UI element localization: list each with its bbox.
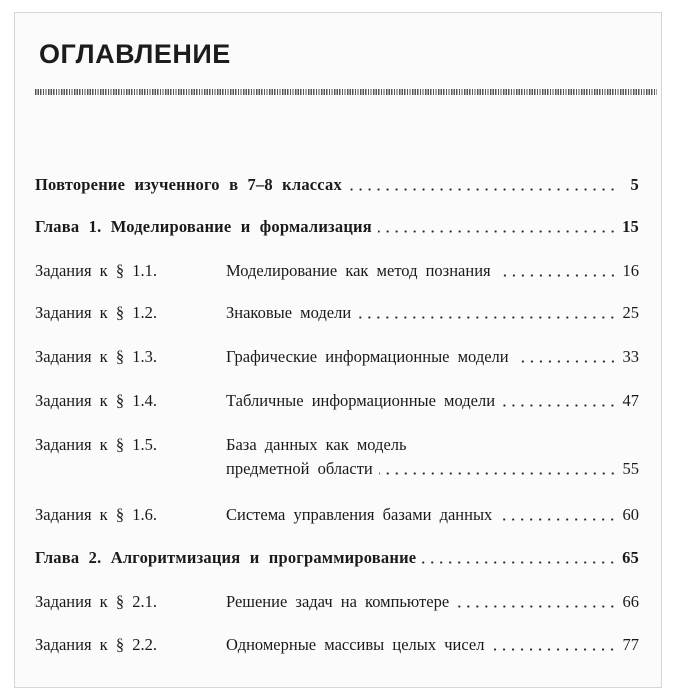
page-title: ОГЛАВЛЕНИЕ	[39, 39, 231, 69]
toc-entry-1-2	[35, 301, 639, 325]
toc-entry-1-3	[35, 345, 639, 369]
toc-entry-prefix: Задания к § 2.2.	[35, 635, 157, 654]
dot-leader	[515, 360, 617, 363]
toc-entry-title: Глава 1. Моделирование и формализация	[35, 217, 372, 236]
dot-leader	[357, 316, 617, 319]
toc-entry-prefix: Задания к § 1.5.	[35, 435, 157, 454]
dot-leader	[422, 561, 617, 564]
toc-entry-title: Табличные информационные модели	[226, 391, 496, 410]
toc-page-number: 33	[622, 347, 639, 366]
toc-entry-chapter-2	[35, 546, 639, 570]
toc-page-number: 65	[622, 548, 639, 567]
toc-entry-title: Повторение изученного в 7–8 классах	[35, 175, 342, 194]
toc-page-number: 55	[622, 459, 639, 478]
toc-entry-prefix: Задания к § 1.4.	[35, 391, 157, 410]
toc-entry-prefix: Задания к § 1.1.	[35, 261, 157, 280]
toc-entry-1-4	[35, 389, 639, 413]
toc-entry-prefix: Задания к § 1.2.	[35, 303, 157, 322]
toc-entry-1-6	[35, 503, 639, 527]
toc-entry-2-1	[35, 590, 639, 614]
dot-leader	[455, 605, 617, 608]
toc-entry-1-5	[35, 433, 639, 481]
toc-entry-2-2	[35, 633, 639, 657]
toc-entry-title: Глава 2. Алгоритмизация и программирование	[35, 548, 417, 567]
toc-page-number: 15	[622, 217, 639, 236]
toc-entry-prefix: Задания к § 1.6.	[35, 505, 157, 524]
toc-page-number: 5	[630, 175, 639, 194]
toc-page-number: 66	[622, 592, 639, 611]
toc-entry-title: Одномерные массивы целых чисел	[226, 635, 485, 654]
title-rule	[35, 89, 657, 95]
book-page	[14, 12, 662, 688]
toc-entry-title: База данных как модель	[226, 435, 407, 454]
toc-entry-title: Решение задач на компьютере	[226, 592, 450, 611]
toc-page-number: 25	[622, 303, 639, 322]
toc-page-number: 47	[622, 391, 639, 410]
dot-leader	[498, 518, 617, 521]
toc-entry-1-1	[35, 259, 639, 283]
toc-entry-title-continued: предметной области	[226, 459, 373, 478]
dot-leader	[379, 472, 617, 475]
toc-entry-prefix: Задания к § 1.3.	[35, 347, 157, 366]
toc-entry-title: Знаковые модели	[226, 303, 352, 322]
toc-entry-title: Графические информационные модели	[226, 347, 509, 366]
toc-page-number: 60	[622, 505, 639, 524]
toc-entry-title: Система управления базами данных	[226, 505, 493, 524]
toc-entry-review	[35, 173, 639, 197]
dot-leader	[348, 188, 617, 191]
toc-entry-title: Моделирование как метод познания	[226, 261, 491, 280]
toc-entry-chapter-1	[35, 215, 639, 239]
toc-page-number: 16	[622, 261, 639, 280]
dot-leader	[490, 648, 617, 651]
dot-leader	[497, 274, 617, 277]
dot-leader	[378, 230, 617, 233]
dot-leader	[501, 404, 617, 407]
toc-entry-prefix: Задания к § 2.1.	[35, 592, 157, 611]
toc-page-number: 77	[622, 635, 639, 654]
